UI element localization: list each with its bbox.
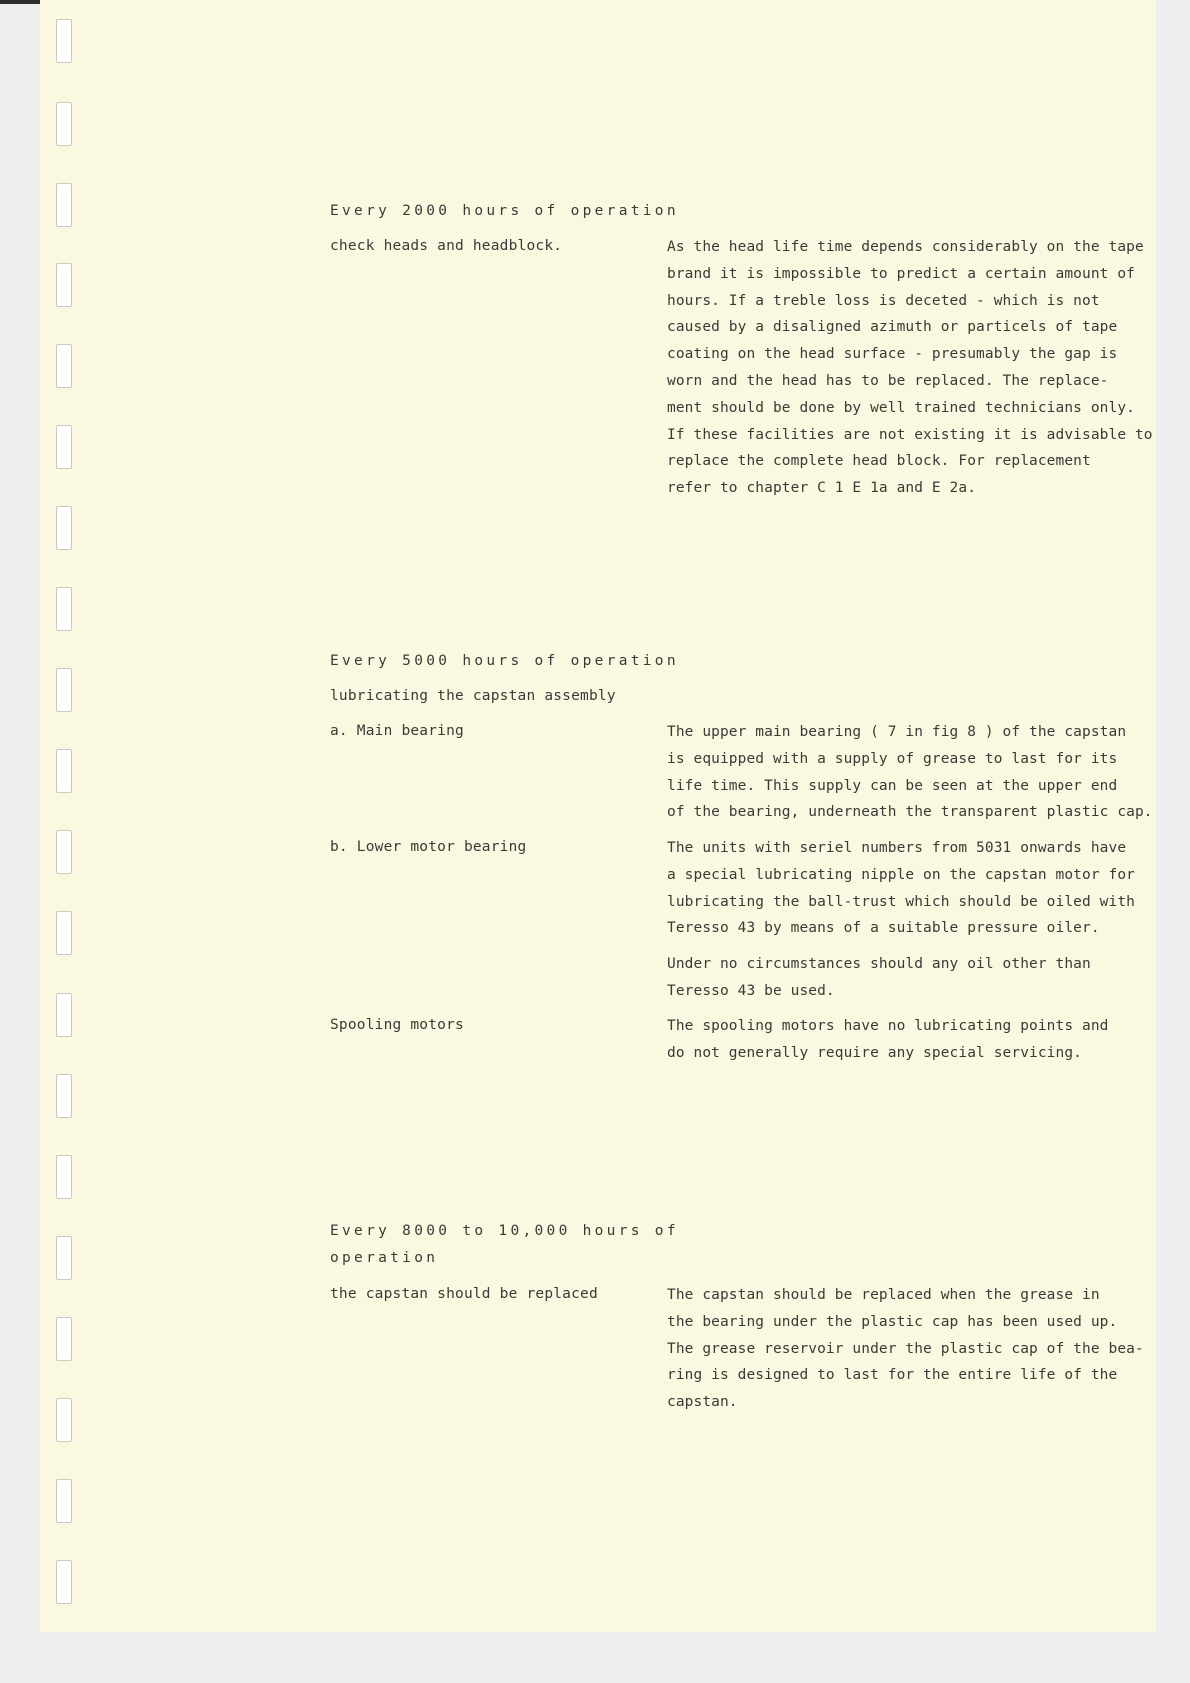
text-line: replace the complete head block. For replacement — [667, 453, 1091, 470]
item-text-note — [667, 951, 1097, 1005]
text-line: worn and the head has to be replaced. The replace- — [667, 372, 1109, 389]
punch-hole — [56, 344, 72, 388]
punch-hole — [56, 587, 72, 631]
punch-hole — [56, 1236, 72, 1280]
text-line: life time. This supply can be seen at the upper end — [667, 777, 1118, 794]
text-line: hours. If a treble loss is deceted - which is not — [667, 292, 1100, 309]
text-line: Teresso 43 by means of a suitable pressure oiler. — [667, 920, 1100, 937]
text-line: the bearing under the plastic cap has been used up. — [667, 1313, 1118, 1330]
text-line: is equipped with a supply of grease to last for its — [667, 750, 1118, 767]
text-line: refer to chapter C 1 E 1a and E 2a. — [667, 480, 977, 497]
punch-hole — [56, 830, 72, 874]
text-line: The spooling motors have no lubricating points and — [667, 1018, 1109, 1034]
text-line: do not generally require any special servicing. — [667, 1044, 1082, 1061]
section-heading: Every 8000 to 10,000 hours of — [330, 1223, 679, 1239]
punch-hole — [56, 263, 72, 307]
text-line: The capstan should be replaced when the grease in — [667, 1287, 1100, 1303]
task-label: the capstan should be replaced — [330, 1286, 598, 1302]
punch-hole — [56, 1560, 72, 1604]
page-edge — [0, 0, 40, 4]
punch-hole — [56, 102, 72, 146]
punch-hole — [56, 1155, 72, 1199]
text-line: ment should be done by well trained technicians only. — [667, 399, 1135, 416]
text-line: If these facilities are not existing it is advisable to — [667, 426, 1153, 443]
text-line: capstan. — [667, 1394, 738, 1411]
punch-hole — [56, 1074, 72, 1118]
section-text — [667, 234, 1153, 502]
section-subheading: lubricating the capstan assembly — [330, 688, 616, 704]
item-label: a. Main bearing — [330, 723, 464, 739]
item-text — [667, 835, 1135, 942]
text-line: As the head life time depends considerably on the tape — [667, 239, 1144, 255]
text-line: The grease reservoir under the plastic cap of the bea- — [667, 1340, 1144, 1357]
text-line: of the bearing, underneath the transparent plastic cap. — [667, 804, 1153, 821]
punch-hole — [56, 506, 72, 550]
text-line: lubricating the ball-trust which should be oiled with — [667, 893, 1135, 910]
punch-hole — [56, 19, 72, 63]
item-label: b. Lower motor bearing — [330, 839, 527, 855]
item-text — [667, 1013, 1109, 1067]
text-line: Teresso 43 be used. — [667, 982, 835, 999]
punch-hole — [56, 749, 72, 793]
punch-hole — [56, 183, 72, 227]
section-text — [667, 1282, 1144, 1416]
text-line: ring is designed to last for the entire life of the — [667, 1367, 1118, 1384]
text-line: caused by a disaligned azimuth or particels of tape — [667, 319, 1118, 336]
item-text — [667, 719, 1153, 826]
text-line: a special lubricating nipple on the capstan motor for — [667, 866, 1135, 883]
text-line: coating on the head surface - presumably the gap is — [667, 346, 1118, 363]
section-heading: Every 2000 hours of operation — [330, 203, 679, 219]
page-tab-cutout — [1156, 1083, 1190, 1632]
task-label: check heads and headblock. — [330, 238, 563, 254]
section-heading-cont: operation — [330, 1250, 439, 1266]
text-line: brand it is impossible to predict a certain amount of — [667, 265, 1135, 282]
item-label: Spooling motors — [330, 1017, 464, 1033]
punch-hole — [56, 993, 72, 1037]
punch-hole — [56, 425, 72, 469]
punch-hole — [56, 911, 72, 955]
section-heading: Every 5000 hours of operation — [330, 653, 679, 669]
text-line: The upper main bearing ( 7 in fig 8 ) of the capstan — [667, 724, 1127, 740]
punch-hole — [56, 1479, 72, 1523]
punch-hole — [56, 668, 72, 712]
text-line: The units with seriel numbers from 5031 onwards have — [667, 840, 1127, 856]
punch-hole — [56, 1317, 72, 1361]
text-line: Under no circumstances should any oil other than — [667, 956, 1091, 972]
punch-hole — [56, 1398, 72, 1442]
